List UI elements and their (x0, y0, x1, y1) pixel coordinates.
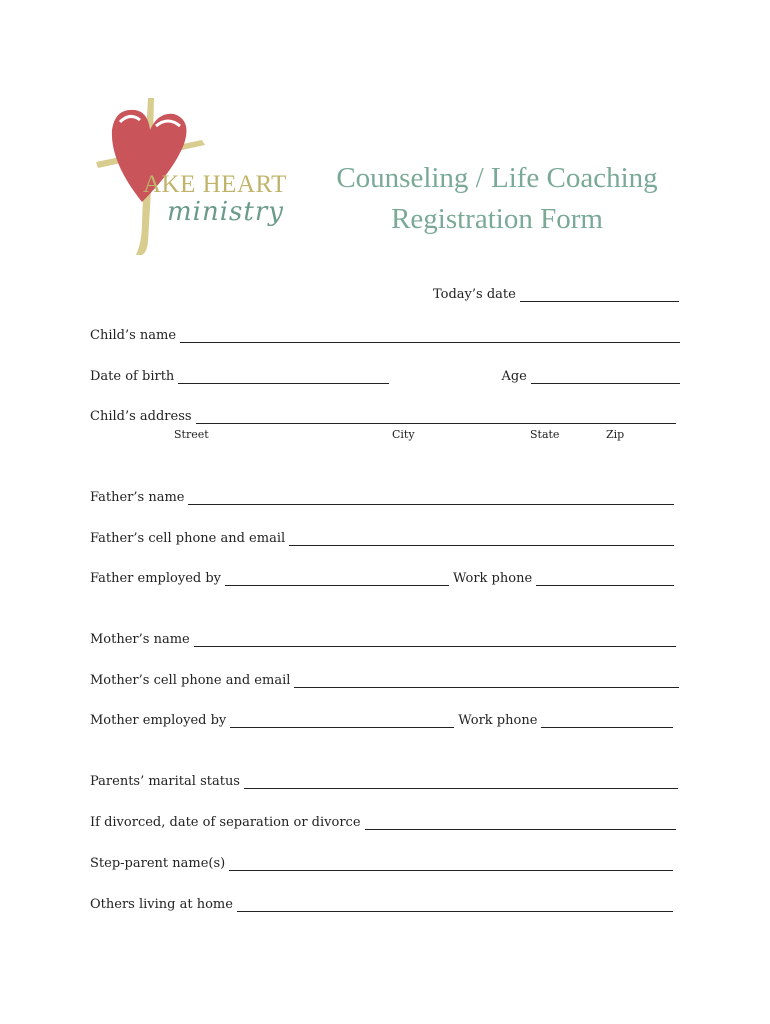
step-parents-row (90, 851, 673, 871)
childs-address-label: Child’s address (90, 409, 192, 424)
mother-work-phone-label: Work phone (458, 713, 538, 728)
divorce-date-label: If divorced, date of separation or divorce (90, 815, 361, 830)
todays-date-row (433, 282, 679, 302)
mother-work-phone-field[interactable] (541, 713, 673, 728)
father-work-phone-label: Work phone (453, 571, 533, 586)
marital-status-label: Parents’ marital status (90, 774, 240, 789)
logo-script-text: ministry (167, 197, 284, 227)
dob-label: Date of birth (90, 369, 175, 384)
childs-name-label: Child’s name (90, 328, 177, 343)
mothers-cell-label: Mother’s cell phone and email (90, 673, 291, 688)
others-home-label: Others living at home (90, 897, 233, 912)
zip-label: Zip (606, 428, 625, 441)
others-home-row (90, 892, 673, 912)
age-label: Age (501, 369, 527, 384)
father-employed-label: Father employed by (90, 571, 222, 586)
form-title-line1: Counseling / Life Coaching (336, 162, 658, 194)
mother-employed-field[interactable] (230, 713, 454, 728)
childs-address-field[interactable] (196, 409, 676, 424)
dob-field[interactable] (178, 369, 389, 384)
street-label: Street (174, 428, 209, 441)
fathers-name-row (90, 485, 674, 505)
step-parents-field[interactable] (229, 856, 673, 871)
others-home-field[interactable] (237, 897, 673, 912)
childs-name-row (90, 323, 680, 343)
city-label: City (392, 428, 415, 441)
father-work-phone-field[interactable] (536, 571, 674, 586)
fathers-cell-field[interactable] (289, 531, 674, 546)
fathers-name-label: Father’s name (90, 490, 185, 505)
form-title-line2: Registration Form (391, 203, 603, 235)
step-parents-label: Step-parent name(s) (90, 856, 226, 871)
marital-status-row (90, 769, 678, 789)
mother-employed-row (90, 708, 673, 728)
marital-status-field[interactable] (244, 774, 678, 789)
todays-date-field[interactable] (520, 287, 679, 302)
mother-employed-label: Mother employed by (90, 713, 227, 728)
mothers-cell-row (90, 668, 679, 688)
mothers-cell-field[interactable] (294, 673, 679, 688)
dob-age-row (90, 364, 680, 384)
state-label: State (530, 428, 560, 441)
fathers-cell-row (90, 526, 674, 546)
childs-address-row (90, 404, 676, 424)
age-field[interactable] (531, 369, 680, 384)
todays-date-label: Today’s date (433, 287, 516, 302)
mothers-name-row (90, 627, 676, 647)
fathers-cell-label: Father’s cell phone and email (90, 531, 286, 546)
fathers-name-field[interactable] (188, 490, 674, 505)
form-title (290, 158, 704, 240)
father-employed-row (90, 566, 674, 586)
divorce-date-row (90, 810, 676, 830)
logo-text: AKE HEART (143, 171, 287, 198)
mothers-name-field[interactable] (194, 632, 676, 647)
father-employed-field[interactable] (225, 571, 449, 586)
mothers-name-label: Mother’s name (90, 632, 190, 647)
divorce-date-field[interactable] (365, 815, 676, 830)
childs-name-field[interactable] (180, 328, 680, 343)
